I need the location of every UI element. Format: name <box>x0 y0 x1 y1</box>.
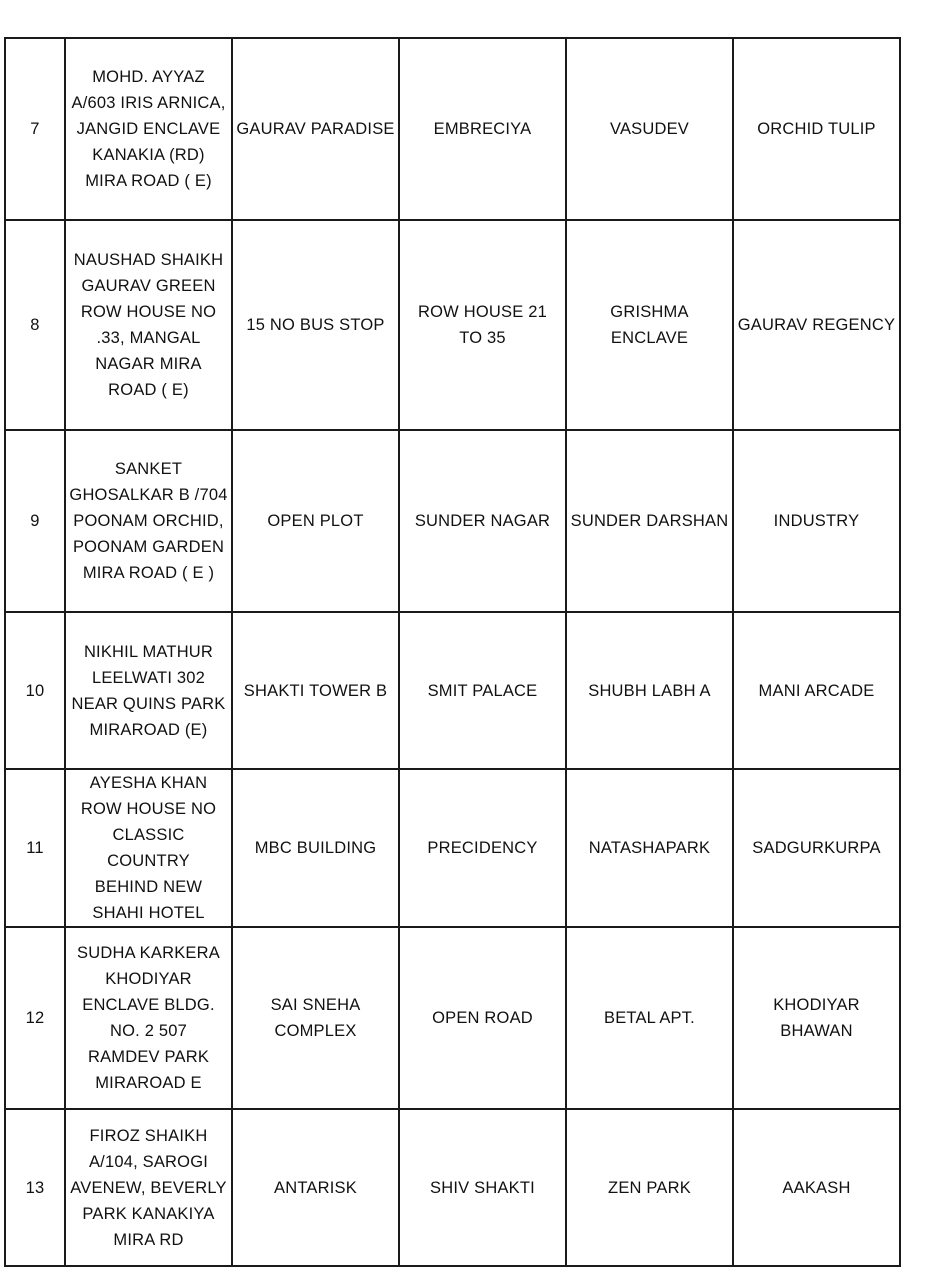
location-cell-1: ANTARISK <box>232 1109 399 1266</box>
table-row <box>5 430 900 612</box>
location-cell-2: ROW HOUSE 21 TO 35 <box>399 220 566 430</box>
serial-number-cell: 8 <box>5 220 65 430</box>
location-cell-1: MBC BUILDING <box>232 769 399 927</box>
location-cell-1: SAI SNEHA COMPLEX <box>232 927 399 1109</box>
name-address-cell: AYESHA KHAN ROW HOUSE NO CLASSIC COUNTRY BEHIND NEW SHAHI HOTEL <box>65 769 232 927</box>
location-cell-2: OPEN ROAD <box>399 927 566 1109</box>
name-address-cell: NAUSHAD SHAIKH GAURAV GREEN ROW HOUSE NO .33, MANGAL NAGAR MIRA ROAD ( E) <box>65 220 232 430</box>
location-cell-2: SUNDER NAGAR <box>399 430 566 612</box>
serial-number-cell: 9 <box>5 430 65 612</box>
location-cell-1: OPEN PLOT <box>232 430 399 612</box>
location-cell-4: INDUSTRY <box>733 430 900 612</box>
location-cell-3: SUNDER DARSHAN <box>566 430 733 612</box>
location-cell-3: GRISHMA ENCLAVE <box>566 220 733 430</box>
table-row <box>5 1109 900 1266</box>
location-cell-3: NATASHAPARK <box>566 769 733 927</box>
location-cell-4: ORCHID TULIP <box>733 38 900 220</box>
serial-number-cell: 10 <box>5 612 65 769</box>
data-table <box>4 37 901 1267</box>
name-address-cell: SUDHA KARKERA KHODIYAR ENCLAVE BLDG. NO. 2 507 RAMDEV PARK MIRAROAD E <box>65 927 232 1109</box>
location-cell-4: GAURAV REGENCY <box>733 220 900 430</box>
location-cell-4: MANI ARCADE <box>733 612 900 769</box>
table-row <box>5 769 900 927</box>
location-cell-1: 15 NO BUS STOP <box>232 220 399 430</box>
location-cell-2: EMBRECIYA <box>399 38 566 220</box>
name-address-cell: MOHD. AYYAZ A/603 IRIS ARNICA, JANGID ENCLAVE KANAKIA (RD) MIRA ROAD ( E) <box>65 38 232 220</box>
serial-number-cell: 13 <box>5 1109 65 1266</box>
location-cell-1: SHAKTI TOWER B <box>232 612 399 769</box>
table-row <box>5 220 900 430</box>
name-address-cell: SANKET GHOSALKAR B /704 POONAM ORCHID, POONAM GARDEN MIRA ROAD ( E ) <box>65 430 232 612</box>
location-cell-4: SADGURKURPA <box>733 769 900 927</box>
table-row <box>5 612 900 769</box>
location-cell-3: SHUBH LABH A <box>566 612 733 769</box>
location-cell-2: SMIT PALACE <box>399 612 566 769</box>
location-cell-3: ZEN PARK <box>566 1109 733 1266</box>
location-cell-2: SHIV SHAKTI <box>399 1109 566 1266</box>
location-cell-1: GAURAV PARADISE <box>232 38 399 220</box>
location-cell-3: BETAL APT. <box>566 927 733 1109</box>
serial-number-cell: 12 <box>5 927 65 1109</box>
location-cell-2: PRECIDENCY <box>399 769 566 927</box>
table-row <box>5 927 900 1109</box>
location-cell-3: VASUDEV <box>566 38 733 220</box>
name-address-cell: FIROZ SHAIKH A/104, SAROGI AVENEW, BEVERLY PARK KANAKIYA MIRA RD <box>65 1109 232 1266</box>
serial-number-cell: 7 <box>5 38 65 220</box>
table-row <box>5 38 900 220</box>
serial-number-cell: 11 <box>5 769 65 927</box>
location-cell-4: KHODIYAR BHAWAN <box>733 927 900 1109</box>
name-address-cell: NIKHIL MATHUR LEELWATI 302 NEAR QUINS PARK MIRAROAD (E) <box>65 612 232 769</box>
location-cell-4: AAKASH <box>733 1109 900 1266</box>
